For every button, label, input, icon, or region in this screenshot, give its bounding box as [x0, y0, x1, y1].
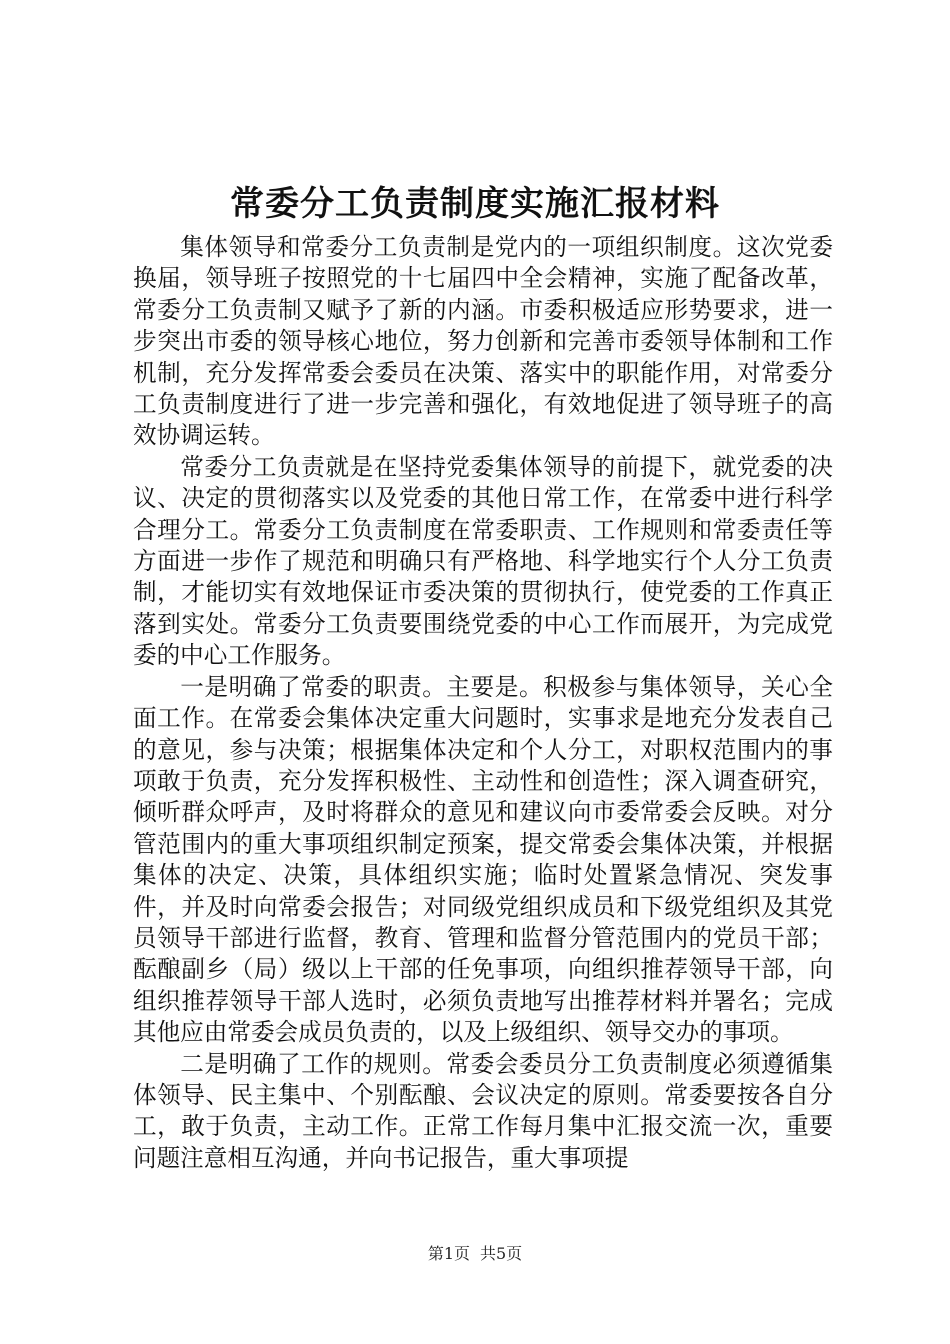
paragraph-2: 常委分工负责就是在坚持党委集体领导的前提下，就党委的决议、决定的贯彻落实以及党委的其他日常工作，在常委中进行科学合理分工。常委分工负责制度在常委职责、工作规则和常委责任等方面进一步作了规范和明确只有严格地、科学地实行个人分工负责制，才能切实有效地保证市委决策的贯彻执行，使党委的工作真正落到实处。常委分工负责要围绕党委的中心工作而展开，为完成党委的中心工作服务。 [133, 452, 833, 670]
paragraph-3: 一是明确了常委的职责。主要是。积极参与集体领导，关心全面工作。在常委会集体决定重大问题时，实事求是地充分发表自己的意见，参与决策；根据集体决定和个人分工，对职权范围内的事项敢于负责，充分发挥积极性、主动性和创造性；深入调查研究，倾听群众呼声，及时将群众的意见和建议向市委常委会反映。对分管范围内的重大事项组织制定预案，提交常委会集体决策，并根据集体的决定、决策，具体组织实施；临时处置紧急情况、突发事件，并及时向常委会报告；对同级党组织成员和下级党组织及其党员领导干部进行监督，教育、管理和监督分管范围内的党员干部；酝酿副乡（局）级以上干部的任免事项，向组织推荐领导干部，向组织推荐领导干部人选时，必须负责地写出推荐材料并署名；完成其他应由常委会成员负责的，以及上级组织、领导交办的事项。 [133, 672, 833, 1047]
document-title: 常委分工负责制度实施汇报材料 [230, 184, 720, 224]
page-number: 第1页 [427, 1244, 470, 1263]
paragraph-1: 集体领导和常委分工负责制是党内的一项组织制度。这次党委换届，领导班子按照党的十七届四中全会精神，实施了配备改革，常委分工负责制又赋予了新的内涵。市委积极适应形势要求，进一步突出市委的领导核心地位，努力创新和完善市委领导体制和工作机制，充分发挥常委会委员在决策、落实中的职能作用，对常委分工负责制度进行了进一步完善和强化，有效地促进了领导班子的高效协调运转。 [133, 233, 833, 450]
document-body [133, 232, 833, 1174]
page-total: 共5页 [480, 1244, 523, 1263]
paragraph-4: 二是明确了工作的规则。常委会委员分工负责制度必须遵循集体领导、民主集中、个别酝酿、会议决定的原则。常委要按各自分工，敢于负责，主动工作。正常工作每月集中汇报交流一次，重要问题注意相互沟通，并向书记报告，重大事项提 [133, 1049, 833, 1172]
page-footer [0, 1244, 950, 1264]
